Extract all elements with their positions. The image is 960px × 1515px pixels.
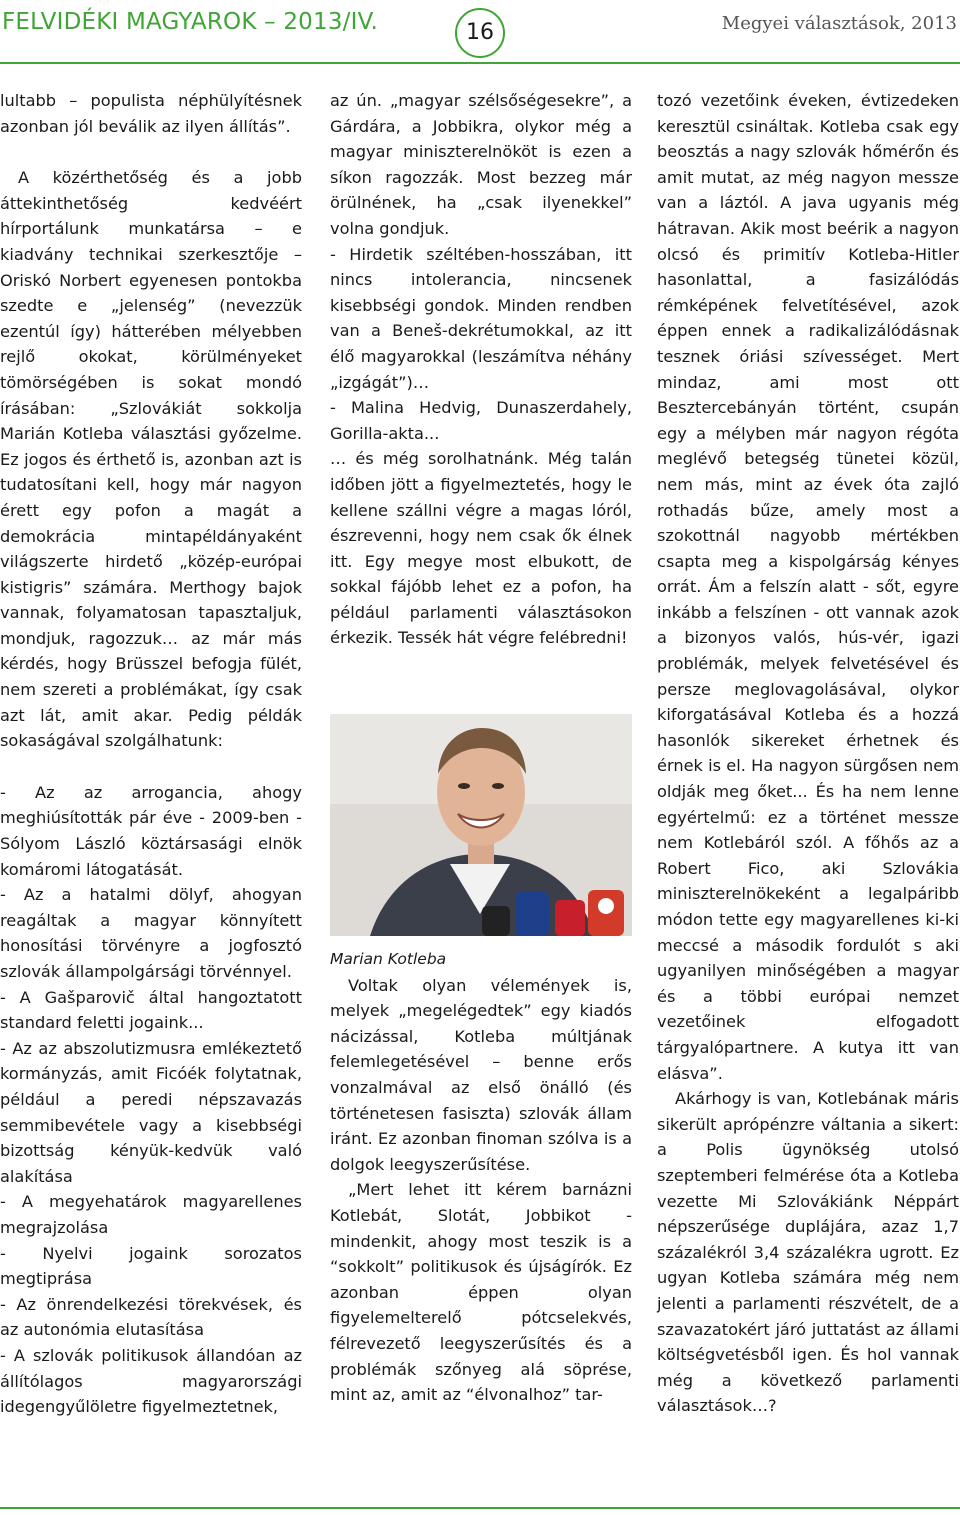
paragraph: - Hirdetik széltében-hosszában, itt nincs intolerancia, nincsenek kisebbségi gondok. Minden rendben van a Beneš-dekrétumokkal, az itt élő magyarokkal (leszámítva néhány „izgágát”)…	[330, 244, 632, 392]
paragraph: Voltak olyan vélemények is, melyek „megelégedtek” egy kiadós nácizással, Kotleba múltjának felemlegetésével – benne erős vonzalmával az első önálló (és történetesen fasiszta) szlovák állam iránt. Ez azonban finoman szólva is a dolgok leegyszerűsítése.	[330, 975, 632, 1174]
paragraph: - Malina Hedvig, Dunaszerdahely, Gorilla-akta...	[330, 398, 632, 443]
column-1	[0, 88, 302, 1420]
list-item: - Nyelvi jogaink sorozatos megtiprása	[0, 1243, 302, 1289]
list-item: - A szlovák politikusok állandóan az állítólagos magyarországi idegengyűlöletre figyelmeztetnek,	[0, 1345, 302, 1417]
page-number: 16	[455, 8, 505, 58]
portrait-photo	[330, 714, 632, 936]
photo-caption: Marian Kotleba	[330, 950, 447, 969]
list-item: - A Gašparovič által hangoztatott standard feletti jogaink...	[0, 987, 302, 1033]
footer-rule	[0, 1507, 960, 1509]
section-title: Megyei választások, 2013	[721, 13, 957, 34]
list-item: - Az az arrogancia, ahogy meghiúsították pár éve - 2009-ben - Sólyom László köztársasági elnök komáromi látogatását.	[0, 782, 302, 879]
column-2	[330, 88, 632, 1408]
list-item: - A megyehatárok magyarellenes megrajzolása	[0, 1192, 302, 1237]
paragraph: lultabb – populista néphülyítésnek azonban jól beválik az ilyen állítás”.	[0, 91, 302, 136]
portrait-illustration	[330, 714, 632, 936]
column-3	[657, 88, 959, 1419]
paragraph: az ún. „magyar szélsőségesekre”, a Gárdára, a Jobbikra, olykor még a magyar miniszterelnököt is ezen a síkon ragozzák. Most bezzeg már örülnének, ha „csak ilyenekkel” volna gondjuk.	[330, 91, 632, 238]
page-header	[0, 0, 960, 60]
paragraph: … és még sorolhatnánk. Még talán időben jött a figyelmeztetés, hogy le kellene szállni végre a magas lóról, észrevenni, hogy nem csak ők élnek itt. Egy megye most elbukott, de sokkal fájóbb lehet ez a pofon, ha például parlamenti választásokon érkezik. Tessék hát végre felébredni!	[330, 449, 632, 648]
paragraph: „Mert lehet itt kérem barnázni Kotlebát, Slotát, Jobbikot - mindenkit, ahogy most teszik is a “sokkolt” politikusok és újságírók. Ez azonban éppen olyan figyelemelterelő pótcselekvés, félrevezető leegyszerűsítés és a problémák szőnyeg alá söprése, mint az, amit az “élvonalhoz” tar-	[330, 1180, 632, 1405]
list-item: - Az a hatalmi dölyf, ahogyan reagáltak a magyar könnyített honosítási törvényre a jogfosztó szlovák állampolgársági törvénnyel.	[0, 885, 302, 981]
list-item: - Az önrendelkezési törekvések, és az autonómia elutasítása	[0, 1294, 302, 1340]
publication-title: FELVIDÉKI MAGYAROK – 2013/IV.	[2, 9, 379, 35]
header-rule	[0, 62, 960, 64]
grievance-list	[0, 780, 302, 1420]
list-item: - Az az abszolutizmusra emlékeztető kormányzás, amit Ficóék folytatnak, például a peredi népszavazás semmibevétele vagy a kisebbségi bizottság kényük-kedvük való alakítása	[0, 1038, 302, 1186]
paragraph: Akárhogy is van, Kotlebának máris sikerült aprópénzre váltania a sikert: a Polis ügynökség utolsó szeptemberi felmérése óta a Kotleba vezette Mi Szlovákiánk Néppárt népszerűsége duplájára, azaz 1,7 százalékról 3,4 százalékra ugrott. Ez ugyan Kotleba számára még nem jelenti a parlamenti részvételt, de a szavazatokért járó juttatást az állami költségvetésből igen. És hol vannak még a következő parlamenti választások…?	[657, 1089, 959, 1416]
paragraph: tozó vezetőink éveken, évtizedeken keresztül csináltak. Kotleba csak egy beosztás a nagy szlovák hőmérőn és amit mutat, az még nagyon messze van a láztól. A java ugyanis még hátravan. Akik most beérik a nagyon olcsó és primitív Kotleba-Hitler hasonlattal, a fasizálódás rémképének felvetítésével, azok éppen ennek a radikalizálódásnak tesznek óriási szívességet. Mert mindaz, ami most ott Besztercebányán történt, csupán egy a mélyben már nagyon régóta meglévő betegség tünetei közül, nem más, mint az évek óta zajló rothadás bűze, amely most a szokottnál nagyobb mértékben csapta meg a kispolgárság kényes orrát. Ám a felszín alatt - sőt, egyre inkább a felszínen - ott vannak azok a bizonyos valós, hús-vér, igazi problémák, melyek felvetésével és persze meglovagolásával, olykor kiforgatásával Kotleba és a hozzá hasonlók sikereket érhetnek és érnek is el. Ha nagyon sürgősen nem oldják meg őket... És ha nem lenne egyértelmű: ez a történet messze nem Kotlebáról szól. A főhős az a Robert Fico, aki Szlovákia miniszterelnökeként a legalpáribb módon tette egy magyarellenes ki-ki meccsé a második fordulót s aki ugyanilyen minőségében a magyar és a többi európai nemzet vezetőinek elfogadott tárgyalópartnere. A kutya itt van elásva”.	[657, 91, 959, 1083]
paragraph: A közérthetőség és a jobb áttekinthetőség kedvéért hírportálunk munkatársa – e kiadvány technikai szerkesztője – Oriskó Norbert egyenesen pontokba szedte e „jelenség” (nevezzük ezentúl így) hátterében mélyebben rejlő okokat, körülményeket tömörségében is sokat mondó írásában: „Szlovákiát sokkolja Marián Kotleba választási győzelme. Ez jogos és érthető is, azonban azt is tudatosítani kell, hogy már nagyon érett egy pofon a magát a demokrácia mintapéldányaként világszerte hirdető „közép-európai kistigris” számára. Merthogy bajok vannak, folyamatosan tapasztaljuk, mondjuk, ragozzuk… az már más kérdés, hogy Brüsszel befogja fülét, nem szereti a problémákat, így csak azt lát, amit akar. Pedig példák sokaságával szolgálhatunk:	[0, 168, 302, 751]
